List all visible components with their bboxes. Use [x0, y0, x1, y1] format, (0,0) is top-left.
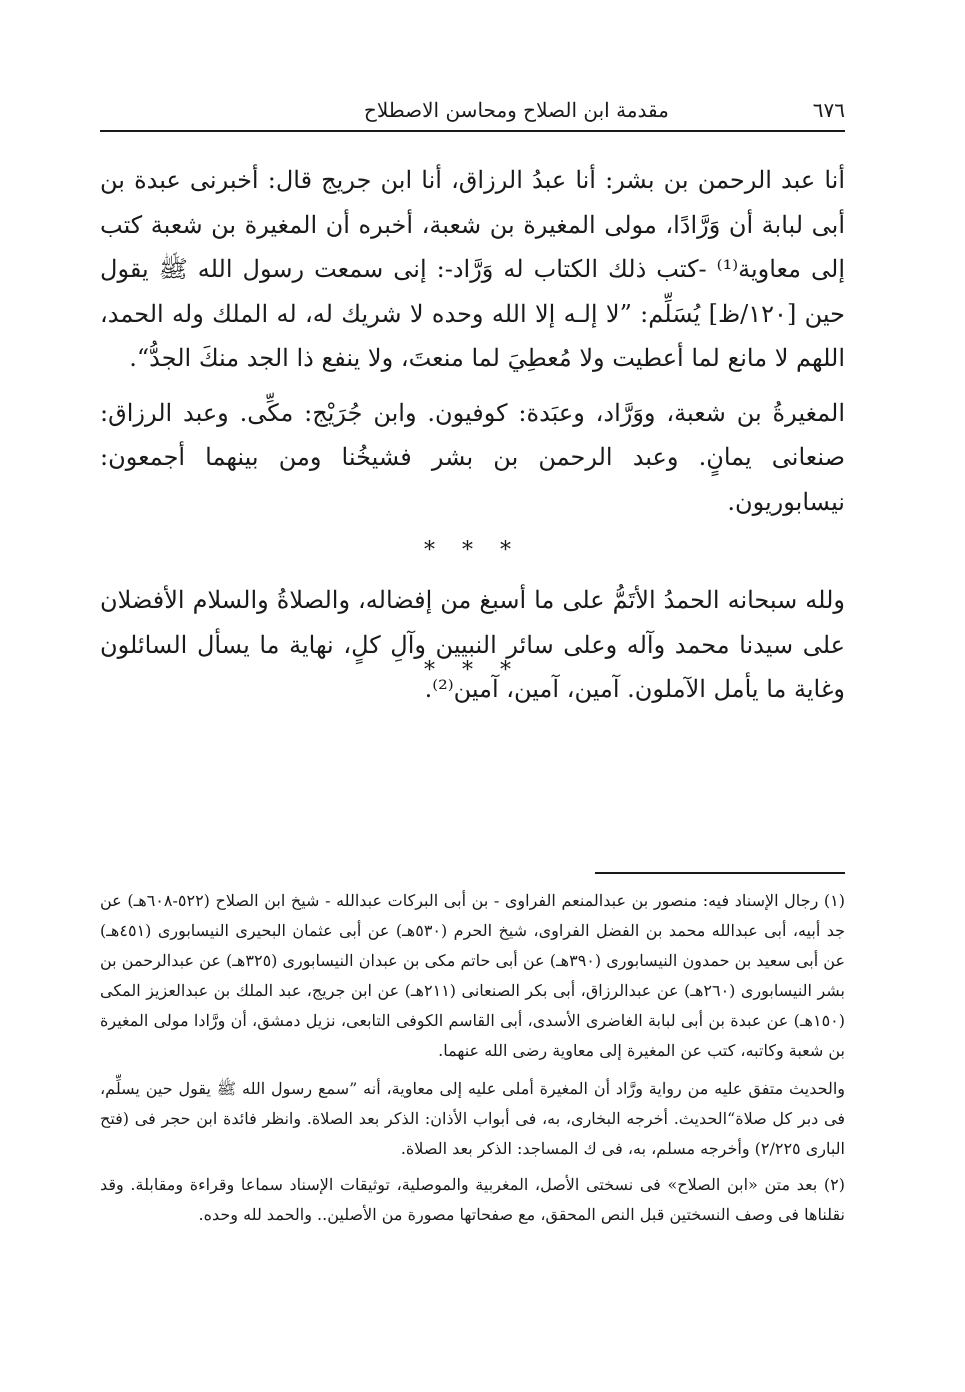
- paragraph-closing: ولله سبحانه الحمدُ الأتَمُّ على ما أسبغ من إفضاله، والصلاةُ والسلام الأفضلان على سيدنا محمد وآله وعلى سائر النبيين وآلِ كلٍ، نهاية ما يسأل السائلون وغاية ما يأمل الآملون. آمين، آمين، آمين⁽²⁾.: [100, 586, 845, 703]
- paragraph-hadith: أنا عبد الرحمن بن بشر: أنا عبدُ الرزاق، أنا ابن جريج قال: أخبرنى عبدة بن أبى لبابة أن وَرَّادًا، مولى المغيرة بن شعبة، أخبره أن المغيرة بن شعبة كتب إلى معاوية⁽¹⁾ -كتب ذلك الكتاب له وَرَّاد-: إنى سمعت رسول الله ﷺ يقول حين [١٢٠/ظ] يُسَلِّم: ”لا إلـه إلا الله وحده لا شريك له، له الملك وله الحمد، اللهم لا مانع لما أعطيت ولا مُعطِيَ لما منعتَ، ولا ينفع ذا الجد منكَ الجدُّ“.: [100, 166, 845, 372]
- footnotes: [100, 886, 845, 1232]
- footnote-1-continuation: والحديث متفق عليه من رواية ورَّاد أن المغيرة أملى عليه إلى معاوية، أنه ”سمع رسول الله ﷺ يقول حين يسلِّم، فى دبر كل صلاة“الحديث. أخرجه البخارى، به، فى أبواب الأذان: الذكر بعد الصلاة. وانظر فائدة ابن حجر فى (فتح البارى ٢/٢٢٥) وأخرجه مسلم، به، فى ك المساجد: الذكر بعد الصلاة.: [100, 1079, 845, 1158]
- section-separator: * * *: [424, 538, 521, 563]
- page-number: ٦٧٦: [812, 98, 845, 122]
- header-rule: [100, 130, 845, 132]
- footnote-1: (١) رجال الإسناد فيه: منصور بن عبدالمنعم الفراوى - بن أبى البركات عبدالله - شيخ ابن الصلاح (٥٢٢-٦٠٨هـ) عن جد أبيه، أبى عبدالله محمد بن الفضل الفراوى، شيخ الحرم (٥٣٠هـ) عن أبى عثمان البحيرى النيسابورى (٤٥١هـ) عن أبى سعيد بن حمدون النيسابورى (٣٩٠هـ) عن أبى حاتم مكى بن عبدان النيسابورى (٣٢٥هـ) عن عبدالرحمن بن بشر النيسابورى (٢٦٠هـ) عن عبدالرزاق، أبى بكر الصنعانى (٢١١هـ) عن ابن جريج، عبد الملك بن عبدالعزيز المكى (١٥٠هـ) عن عبدة بن أبى لبابة الغاضرى الأسدى، أبى القاسم الكوفى التابعى، نزيل دمشق، أن ورَّادا مولى المغيرة بن شعبة وكاتبه، كتب عن المغيرة إلى معاوية رضى الله عنهما.: [100, 891, 846, 1060]
- main-text: [100, 158, 845, 722]
- end-separator: * * *: [424, 658, 521, 683]
- book-title: مقدمة ابن الصلاح ومحاسن الاصطلاح: [363, 98, 669, 122]
- footnote-2: (٢) بعد متن «ابن الصلاح» فى نسختى الأصل، المغربية والموصلية، توثيقات الإسناد سماعا وقراءة ومقابلة. وقد نقلناها فى وصف النسختين قبل النص المحقق، مع صفحاتها مصورة من الأصلين.. والحمد لله وحده.: [100, 1175, 845, 1224]
- paragraph-narrators: المغيرةُ بن شعبة، ووَرَّاد، وعبَدة: كوفيون. وابن جُرَيْج: مكِّى. وعبد الرزاق: صنعانى يمانٍ. وعبد الرحمن بن بشر فشيخُنا ومن بينهما أجمعون: نيسابوريون.: [100, 398, 846, 516]
- running-header: [100, 92, 845, 128]
- footnote-rule: [595, 872, 845, 874]
